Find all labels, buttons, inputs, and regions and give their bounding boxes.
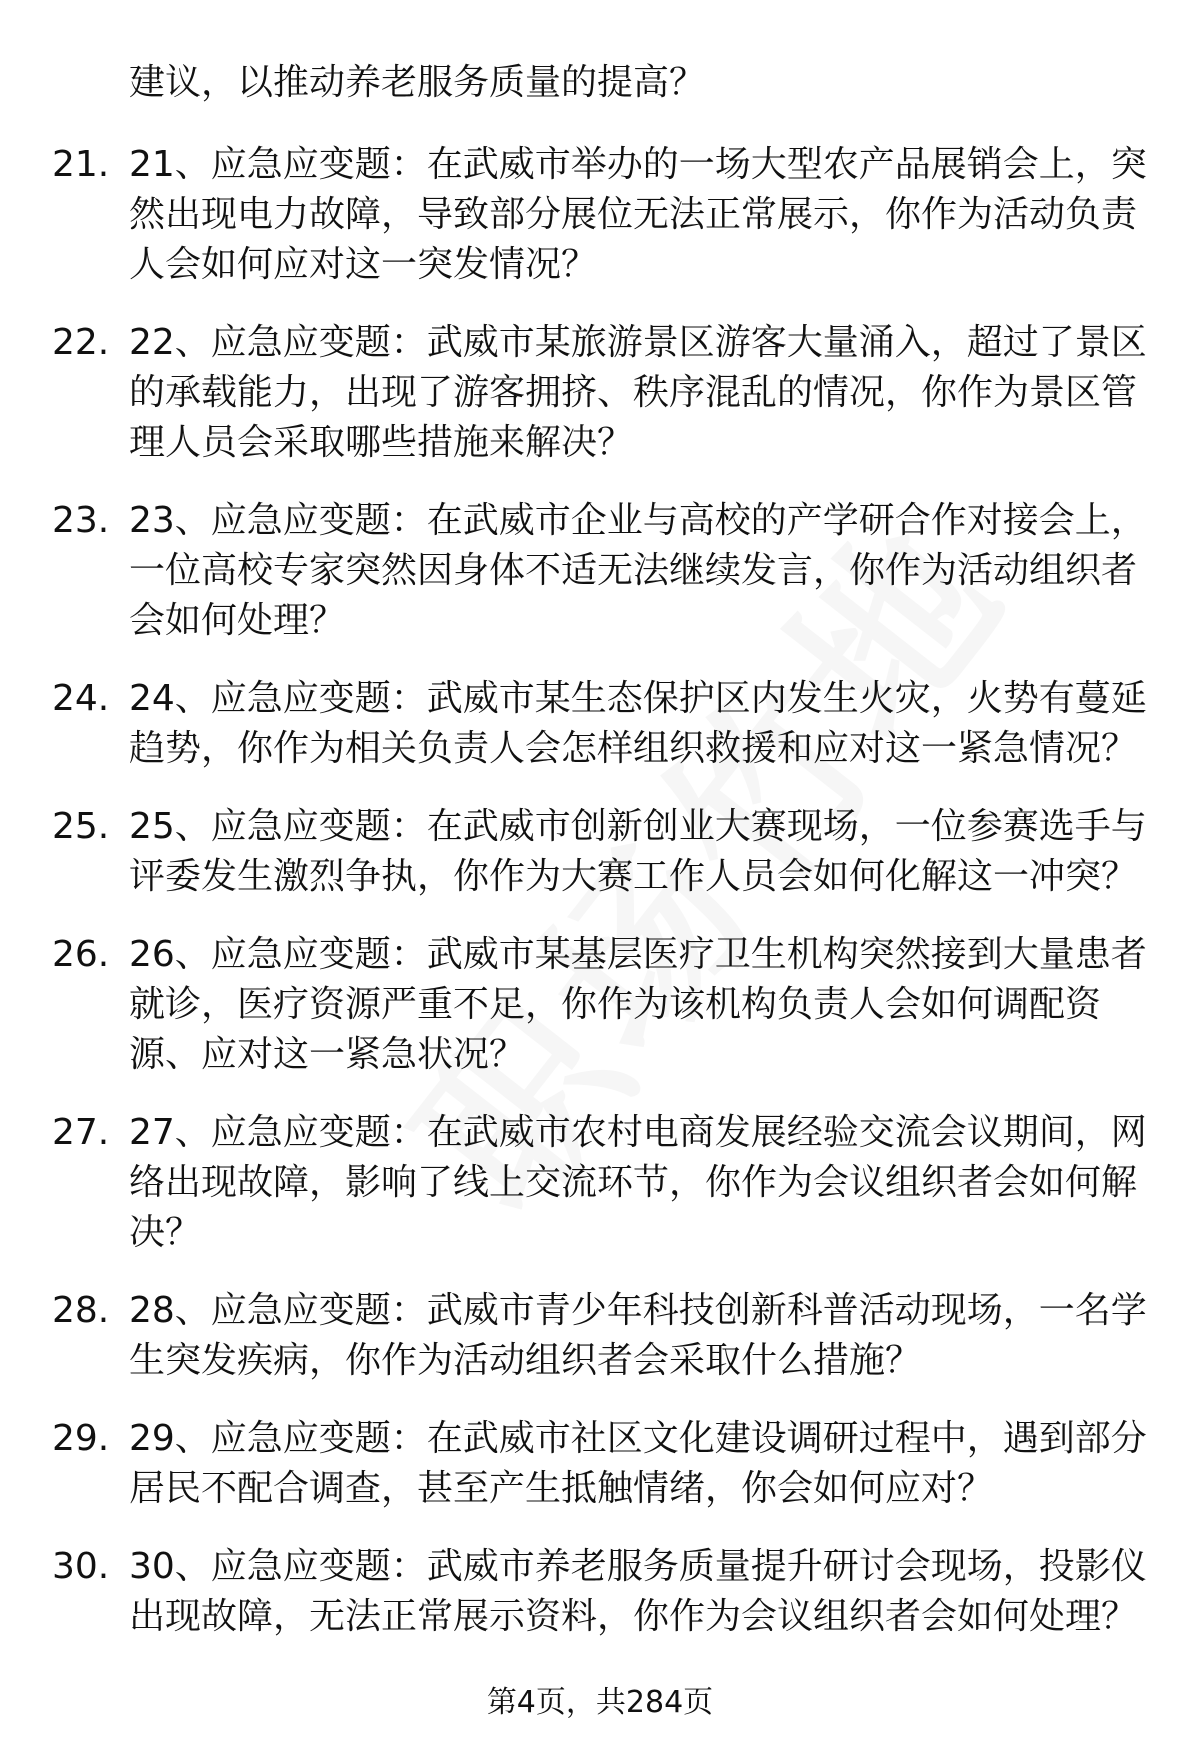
page-footer: 第4页，共284页 (486, 1685, 714, 1720)
list-number: 29. (52, 1418, 110, 1459)
list-number: 22. (52, 322, 110, 363)
question-text: 27、应急应变题：在武威市农村电商发展经验交流会议期间，网络出现故障，影响了线上交流环节，你作为会议组织者会如何解决？ (129, 1112, 1147, 1253)
list-number: 23. (52, 500, 110, 541)
list-item (0, 496, 1200, 646)
list-number: 25. (52, 806, 110, 847)
question-text: 23、应急应变题：在武威市企业与高校的产学研合作对接会上，一位高校专家突然因身体不适无法继续发言，你作为活动组织者会如何处理？ (129, 500, 1147, 641)
question-text: 21、应急应变题：在武威市举办的一场大型农产品展销会上，突然出现电力故障，导致部分展位无法正常展示，你作为活动负责人会如何应对这一突发情况？ (129, 144, 1147, 285)
list-item (0, 140, 1200, 290)
list-number: 27. (52, 1112, 110, 1153)
list-item (0, 1542, 1200, 1642)
question-text: 29、应急应变题：在武威市社区文化建设调研过程中，遇到部分居民不配合调查，甚至产生抵触情绪，你会如何应对？ (129, 1418, 1147, 1509)
question-text: 24、应急应变题：武威市某生态保护区内发生火灾，火势有蔓延趋势，你作为相关负责人会怎样组织救援和应对这一紧急情况？ (129, 678, 1147, 769)
list-item (0, 1108, 1200, 1258)
list-item (0, 1414, 1200, 1514)
question-text: 28、应急应变题：武威市青少年科技创新科普活动现场，一名学生突发疾病，你作为活动组织者会采取什么措施？ (129, 1290, 1147, 1381)
question-text: 25、应急应变题：在武威市创新创业大赛现场，一位参赛选手与评委发生激烈争执，你作为大赛工作人员会如何化解这一冲突？ (129, 806, 1147, 897)
list-number: 26. (52, 934, 110, 975)
continued-text: 建议，以推动养老服务质量的提高？ (129, 62, 706, 103)
question-text: 26、应急应变题：武威市某基层医疗卫生机构突然接到大量患者就诊，医疗资源严重不足，你作为该机构负责人会如何调配资源、应对这一紧急状况？ (129, 934, 1147, 1075)
list-item (0, 802, 1200, 902)
list-number: 24. (52, 678, 110, 719)
question-text: 22、应急应变题：武威市某旅游景区游客大量涌入，超过了景区的承载能力，出现了游客拥挤、秩序混乱的情况，你作为景区管理人员会采取哪些措施来解决？ (129, 322, 1147, 463)
list-number: 30. (52, 1546, 110, 1587)
list-item (0, 318, 1200, 468)
list-item (0, 674, 1200, 774)
list-item (0, 930, 1200, 1080)
question-list (0, 140, 1200, 1670)
list-number: 21. (52, 144, 110, 185)
list-item (0, 1286, 1200, 1386)
list-number: 28. (52, 1290, 110, 1331)
question-text: 30、应急应变题：武威市养老服务质量提升研讨会现场，投影仪出现故障，无法正常展示资料，你作为会议组织者会如何处理？ (129, 1546, 1147, 1637)
